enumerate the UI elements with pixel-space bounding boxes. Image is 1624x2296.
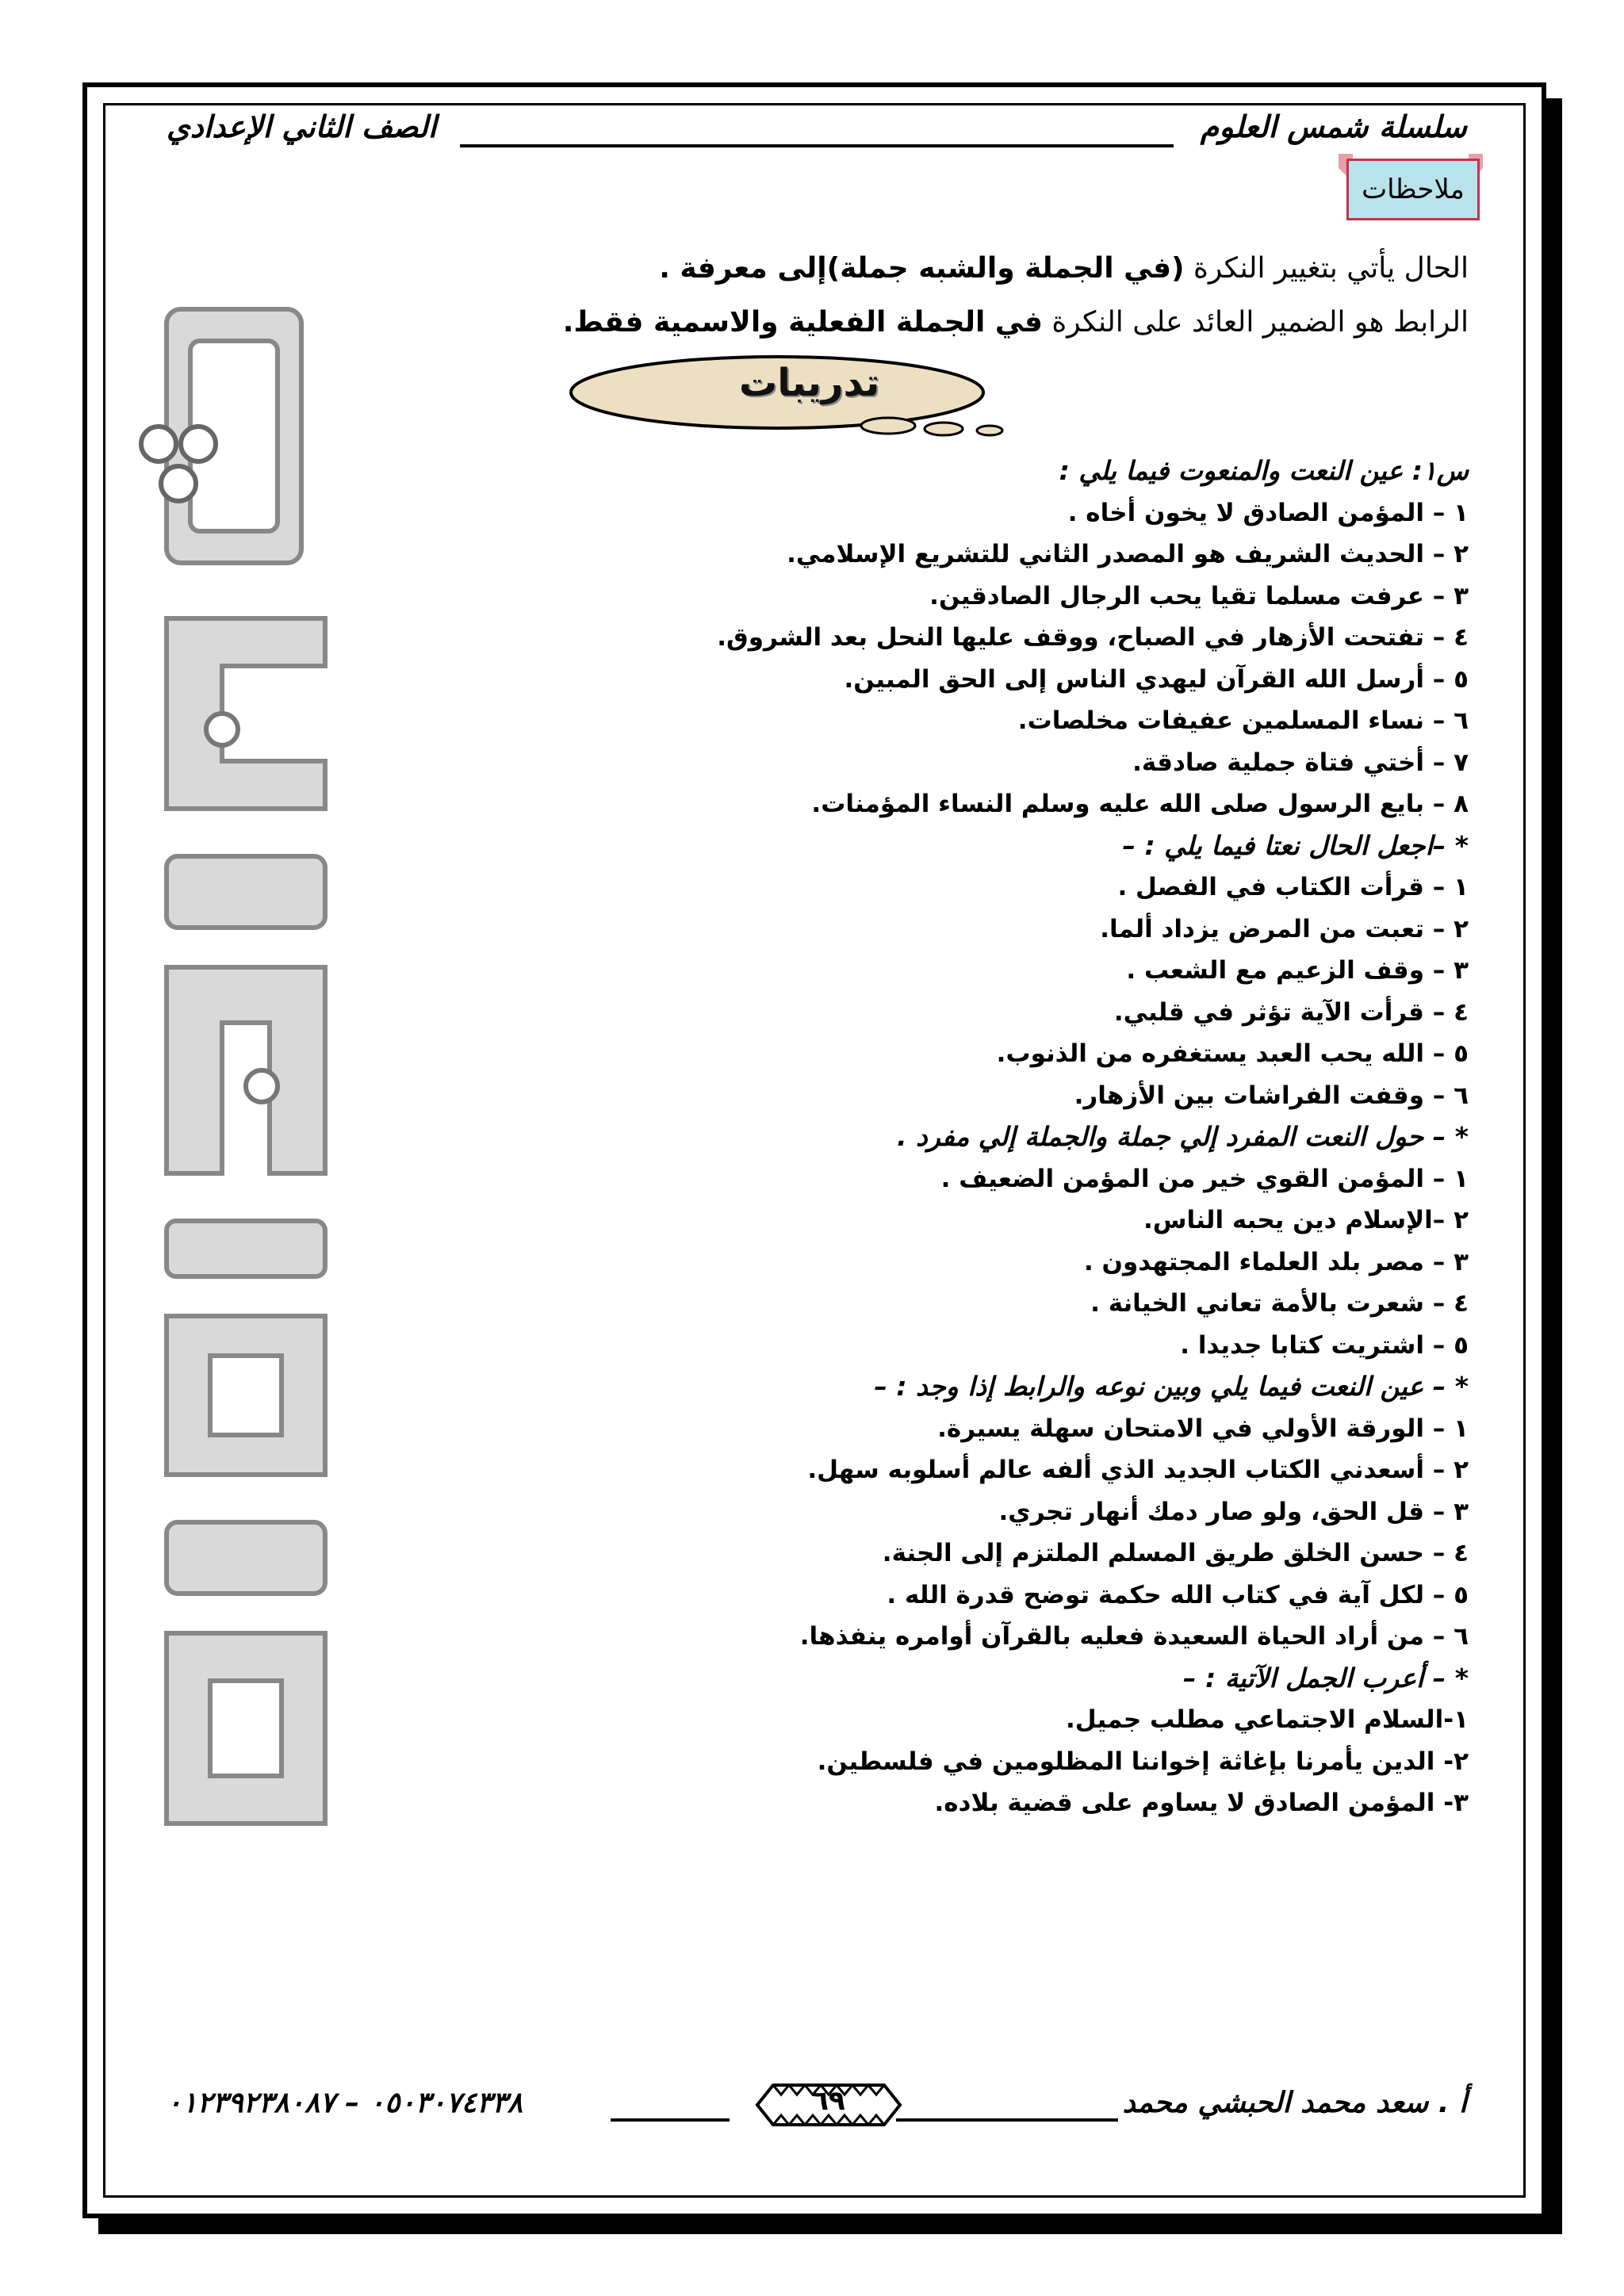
header-rule: [460, 144, 1174, 147]
watermark-dots: [135, 420, 222, 515]
exercise-item: ٦ – وقفت الفراشات بين الأزهار.: [1074, 1081, 1469, 1110]
note-line-1: [659, 252, 1469, 285]
exercise-item: ٣ – قل الحق، ولو صار دمك أنهار تجري.: [998, 1497, 1469, 1526]
exercise-item: ٥ – الله يحب العبد يستغفره من الذنوب.: [996, 1039, 1469, 1068]
exercise-item: ٧ – أختي فتاة جملية صادقة.: [1132, 748, 1469, 777]
exercise-item: ١ – قرأت الكتاب في الفصل .: [1117, 873, 1469, 901]
exercise-item: ٦ – من أراد الحياة السعيدة فعليه بالقرآن أوامره ينفذها.: [799, 1622, 1469, 1651]
page-number: ٦٩: [812, 2085, 845, 2117]
page-header: [167, 109, 1467, 157]
exercise-item: ٤ – شعرت بالأمة تعاني الخيانة .: [1090, 1289, 1469, 1318]
exercise-item: ١ – الورقة الأولي في الامتحان سهلة يسيرة.: [937, 1414, 1469, 1443]
notes-ribbon-label: ملاحظات: [1362, 174, 1465, 205]
exercise-item: ٣- المؤمن الصادق لا يساوم على قضية بلاده.: [934, 1789, 1469, 1817]
exercises: [358, 450, 1469, 1824]
note-1-plain: الحال يأتي بتغيير النكرة: [1184, 252, 1469, 285]
exercise-item: ٣ – وقف الزعيم مع الشعب .: [1126, 956, 1469, 985]
exercise-1-heading: س١: عين النعت والمنعوت فيما يلي :: [1059, 455, 1469, 486]
exercise-item: ٥ – اشتريت كتابا جديدا .: [1180, 1330, 1469, 1360]
exercise-item: ٤ – قرأت الآية تؤثر في قلبي.: [1113, 997, 1469, 1027]
exercise-4-heading: * – عين النعت فيما يلي وبين نوعه والرابط إذا وجد : –: [874, 1371, 1469, 1402]
footer-rule-left: [611, 2118, 730, 2122]
note-line-2: [563, 306, 1469, 339]
note-1-bold: (في الجملة والشبه جملة)إلى معرفة .: [659, 252, 1185, 285]
exercise-item: ٤ – حسن الخلق طريق المسلم الملتزم إلى الجنة.: [882, 1539, 1469, 1567]
exercise-item: ٢ – أسعدني الكتاب الجديد الذي ألفه عالم أسلوبه سهل.: [807, 1456, 1469, 1484]
exercise-item: ٢- الدين يأمرنا بإغاثة إخواننا المظلومين في فلسطين.: [817, 1747, 1469, 1776]
note-2-bold: في الجملة الفعلية والاسمية فقط.: [562, 306, 1043, 339]
exercise-item: ٤ – تفتحت الأزهار في الصباح، ووقف عليها النحل بعد الشروق.: [717, 623, 1469, 652]
exercise-2-heading: * –اجعل الحال نعتا فيما يلي : –: [1122, 829, 1469, 861]
exercise-item: ٦ – نساء المسلمين عفيفات مخلصات.: [1017, 706, 1469, 735]
exercise-item: ١-السلام الاجتماعي مطلب جميل.: [1066, 1705, 1469, 1734]
phone-numbers: ٠٥٠٣٠٧٤٣٣٨ – ٠١٢٣٩٢٣٨٠٨٧: [167, 2087, 523, 2119]
cloud-title: تدريبات: [739, 361, 880, 405]
series-title: سلسلة شمس العلوم: [1200, 109, 1467, 144]
exercise-item: ٥ – لكل آية في كتاب الله حكمة توضح قدرة الله .: [887, 1580, 1469, 1609]
watermark-calligraphy: [135, 285, 357, 1871]
exercise-5-heading: * – أعرب الجمل الآتية : –: [1183, 1662, 1469, 1693]
exercise-item: ٣ – مصر بلد العلماء المجتهدون .: [1083, 1247, 1469, 1276]
exercise-item: ٢ – تعبت من المرض يزداد ألما.: [1100, 914, 1469, 943]
exercise-item: ١ – المؤمن القوي خير من المؤمن الضعيف .: [940, 1164, 1469, 1193]
note-2-plain: الرابط هو الضمير العائد على النكرة: [1042, 306, 1469, 339]
author-name: أ . سعد محمد الحبشي محمد: [1122, 2087, 1467, 2119]
exercise-item: ٨ – بايع الرسول صلى الله عليه وسلم النساء المؤمنات.: [811, 790, 1469, 818]
grade-label: الصف الثاني الإعدادي: [167, 109, 437, 144]
footer-rule-right: [896, 2118, 1118, 2122]
exercise-item: ٢ –الإسلام دين يحبه الناس.: [1143, 1206, 1469, 1234]
exercise-3-heading: * – حول النعت المفرد إلي جملة والجملة إلي مفرد .: [897, 1121, 1469, 1152]
exercise-item: ٥ – أرسل الله القرآن ليهدي الناس إلى الحق المبين.: [844, 664, 1469, 694]
exercise-item: ١ – المؤمن الصادق لا يخون أخاه .: [1067, 498, 1469, 527]
notes-ribbon: [1346, 159, 1480, 220]
exercises-cloud: [531, 353, 1071, 440]
exercise-item: ٢ – الحديث الشريف هو المصدر الثاني للتشريع الإسلامي.: [787, 540, 1469, 568]
exercise-item: ٣ – عرفت مسلما تقيا يحب الرجال الصادقين.: [929, 581, 1469, 610]
